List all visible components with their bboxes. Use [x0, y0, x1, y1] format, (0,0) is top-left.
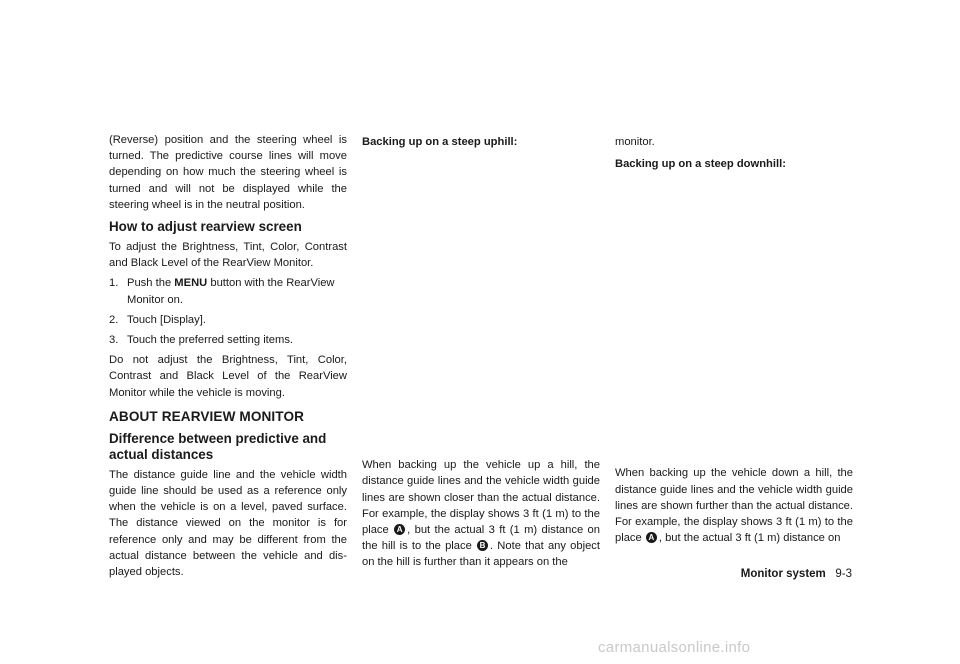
continued-text: monitor. [615, 136, 655, 148]
watermark-text: carmanualsonline.info [598, 639, 751, 656]
uphill-paragraph [362, 457, 600, 570]
list-item [109, 332, 347, 348]
difference-heading: Difference between predictive and actual distances [109, 430, 327, 462]
page-number: 9-3 [835, 568, 852, 580]
step-number: 2. [109, 313, 119, 326]
footer-section-title: Monitor system [740, 568, 826, 580]
step-text-pre: Push the [127, 277, 172, 290]
uphill-text-2: , but the actual 3 ft (1 m) distance on the hill is to the place [362, 524, 601, 553]
menu-button-label: MENU [174, 277, 208, 290]
column-left [109, 132, 347, 584]
list-item [109, 275, 347, 307]
warning-paragraph: Do not adjust the Brightness, Tint, Color, Contrast and Black Level of the RearView Monitor while the vehicle is moving. [109, 354, 347, 399]
uphill-text-3: . Note that any object on the hill is further than it appears on the [362, 540, 601, 569]
step-number: 1. [109, 277, 119, 290]
step-text-post: button with the RearView Monitor on. [127, 277, 335, 306]
column-right [615, 134, 853, 550]
step-number: 3. [109, 334, 119, 347]
step-text [127, 275, 347, 307]
step-text: Touch [Display]. [127, 313, 206, 326]
downhill-illustration-area [615, 176, 853, 465]
marker-a-icon: A [394, 524, 405, 535]
steps-list [109, 275, 347, 348]
downhill-label: Backing up on a steep downhill: [615, 158, 786, 171]
uphill-text-1: When backing up the vehicle up a hill, the distance guide lines and the vehicle width guide lines are shown closer than the actual distance. For example, the display shows 3 ft (1 m) to the place [362, 459, 600, 537]
uphill-illustration-area [362, 154, 600, 457]
adjust-intro: To adjust the Brightness, Tint, Color, Contrast and Black Level of the RearView Monitor. [109, 241, 347, 270]
step-text: Touch the preferred setting items. [127, 334, 294, 347]
difference-paragraph: The distance guide line and the vehicle width guide line should be used as a reference only when the vehicle is on a level, paved surface. The distance viewed on the monitor is for reference only and may be different from the actual distance between the vehicle and dis-played objects. [109, 468, 347, 579]
uphill-label: Backing up on a steep uphill: [362, 136, 518, 148]
page-footer [740, 568, 852, 580]
list-item [109, 312, 347, 328]
marker-a-icon: A [646, 532, 657, 543]
downhill-text-2: , but the actual 3 ft (1 m) distance on [658, 532, 841, 545]
adjust-heading: How to adjust rearview screen [109, 219, 302, 235]
intro-paragraph: (Reverse) position and the steering wheel is turned. The predictive course lines will move depending on how much the steering wheel is turned and will not be displayed while the steering wheel is in the neutral position. [109, 134, 347, 211]
downhill-text-1: When backing up the vehicle down a hill, the distance guide lines and the vehicle width guide lines are shown further than the actual distance. For example, the display shows 3 ft (1 m) to the place [615, 467, 853, 545]
downhill-paragraph [615, 465, 853, 546]
marker-b-icon: B [477, 540, 488, 551]
column-middle [362, 134, 600, 575]
section-heading: ABOUT REARVIEW MONITOR [109, 408, 305, 424]
